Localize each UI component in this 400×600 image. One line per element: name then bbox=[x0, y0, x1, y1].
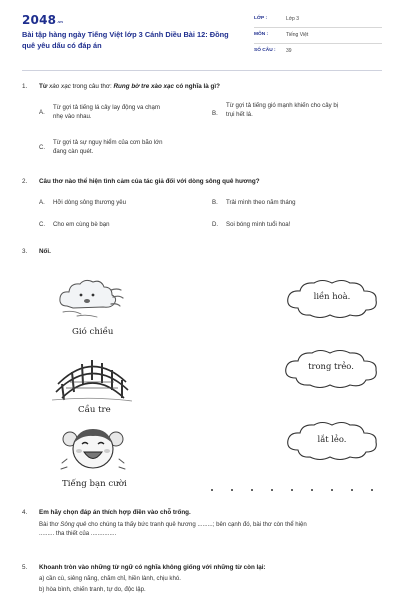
question-1 bbox=[22, 83, 387, 163]
question-text: Câu thơ nào thể hiện tình cảm của tác giả đối với dòng sông quê hương? bbox=[39, 178, 260, 185]
question-5 bbox=[22, 564, 387, 600]
laughing-girl-illustration bbox=[60, 423, 126, 477]
option-text: Trải mình theo năm tháng bbox=[226, 199, 296, 206]
option-letter: B. bbox=[212, 199, 218, 206]
worksheet-header bbox=[0, 0, 400, 70]
question-text: Từ xào xạc trong câu thơ: Rung bờ tre xào xạc có nghĩa là gì? bbox=[39, 83, 220, 90]
option-text: Từ gợi tả sự nguy hiểm của cơn bão lớn đang càn quét. bbox=[53, 139, 163, 156]
cloud-answer-text: lắt lẻo. bbox=[317, 434, 347, 444]
meta-value: Lớp 3 bbox=[286, 16, 300, 22]
option-text: Từ gợi tả tiếng lá cây lay động va chạm nhẹ vào nhau. bbox=[53, 104, 160, 121]
picture-label-bridge: Cầu tre bbox=[78, 405, 111, 415]
option-text: Soi bóng mình tuổi hoa! bbox=[226, 221, 291, 228]
picture-label-wind: Gió chiều bbox=[72, 327, 114, 337]
meta-value: Tiếng Việt bbox=[286, 32, 309, 38]
question-number: 4. bbox=[22, 509, 28, 516]
worksheet-meta bbox=[254, 12, 382, 60]
word-list-b[interactable]: b) hòa bình, chiến tranh, tự do, độc lập. bbox=[39, 586, 146, 593]
question-text: Em hãy chọn đáp án thích hợp điền vào chỗ trống. bbox=[39, 509, 191, 516]
option-letter: D. bbox=[212, 221, 219, 228]
picture-label-laugh: Tiếng bạn cười bbox=[62, 479, 127, 489]
question-text: Nối. bbox=[39, 248, 51, 255]
question-number: 2. bbox=[22, 178, 28, 185]
site-logo[interactable]: 2048 bbox=[22, 13, 57, 27]
word-list-a[interactable]: a) cần cù, siêng năng, chăm chỉ, hiền lành, chịu khó. bbox=[39, 575, 181, 582]
option-letter: A. bbox=[39, 199, 45, 206]
meta-value: 39 bbox=[286, 48, 292, 54]
question-number: 1. bbox=[22, 83, 28, 90]
meta-row-count bbox=[254, 44, 382, 60]
question-4 bbox=[22, 509, 387, 549]
cloud-answer-text: liền hoà. bbox=[313, 291, 351, 301]
question-text: Khoanh tròn vào những từ ngữ có nghĩa không giống với những từ còn lại: bbox=[39, 564, 266, 571]
question-3 bbox=[22, 248, 387, 260]
meta-label: MÔN : bbox=[254, 32, 269, 37]
option-text: Cho em cùng bè bạn bbox=[53, 221, 110, 228]
option-text: Hỡi dòng sông thương yêu bbox=[53, 199, 127, 206]
option-text: Từ gợi tả tiếng gió mạnh khiến cho cây bị trụi hết lá. bbox=[226, 102, 339, 119]
cloud-answer-text: trong trẻo. bbox=[308, 361, 354, 371]
dotted-separator bbox=[210, 488, 380, 492]
wind-cloud-illustration bbox=[55, 276, 125, 320]
meta-label: LỚP : bbox=[254, 16, 268, 21]
worksheet-title: Bài tập hàng ngày Tiếng Việt lớp 3 Cánh Diều Bài 12: Đồng quê yêu dấu có đáp án bbox=[22, 30, 229, 50]
bamboo-bridge-illustration bbox=[52, 348, 132, 402]
question-2 bbox=[22, 178, 387, 238]
question-number: 5. bbox=[22, 564, 28, 571]
matching-exercise bbox=[0, 268, 400, 498]
meta-row-subject bbox=[254, 28, 382, 44]
option-letter: A. bbox=[39, 109, 45, 116]
meta-label: SỐ CÂU : bbox=[254, 48, 276, 53]
site-logo-suffix: .vn bbox=[57, 19, 63, 24]
option-letter: C. bbox=[39, 144, 46, 151]
fill-blank-text[interactable]: Bài thơ Sông quê cho chúng ta thấy bức tranh quê hương .........; bên cạnh đó, bài thơ còn thể hiện ......... tha thiết của ............... bbox=[39, 521, 307, 538]
option-letter: B. bbox=[212, 110, 218, 117]
question-number: 3. bbox=[22, 248, 28, 255]
header-divider bbox=[22, 70, 382, 71]
option-letter: C. bbox=[39, 221, 46, 228]
meta-row-grade bbox=[254, 12, 382, 28]
